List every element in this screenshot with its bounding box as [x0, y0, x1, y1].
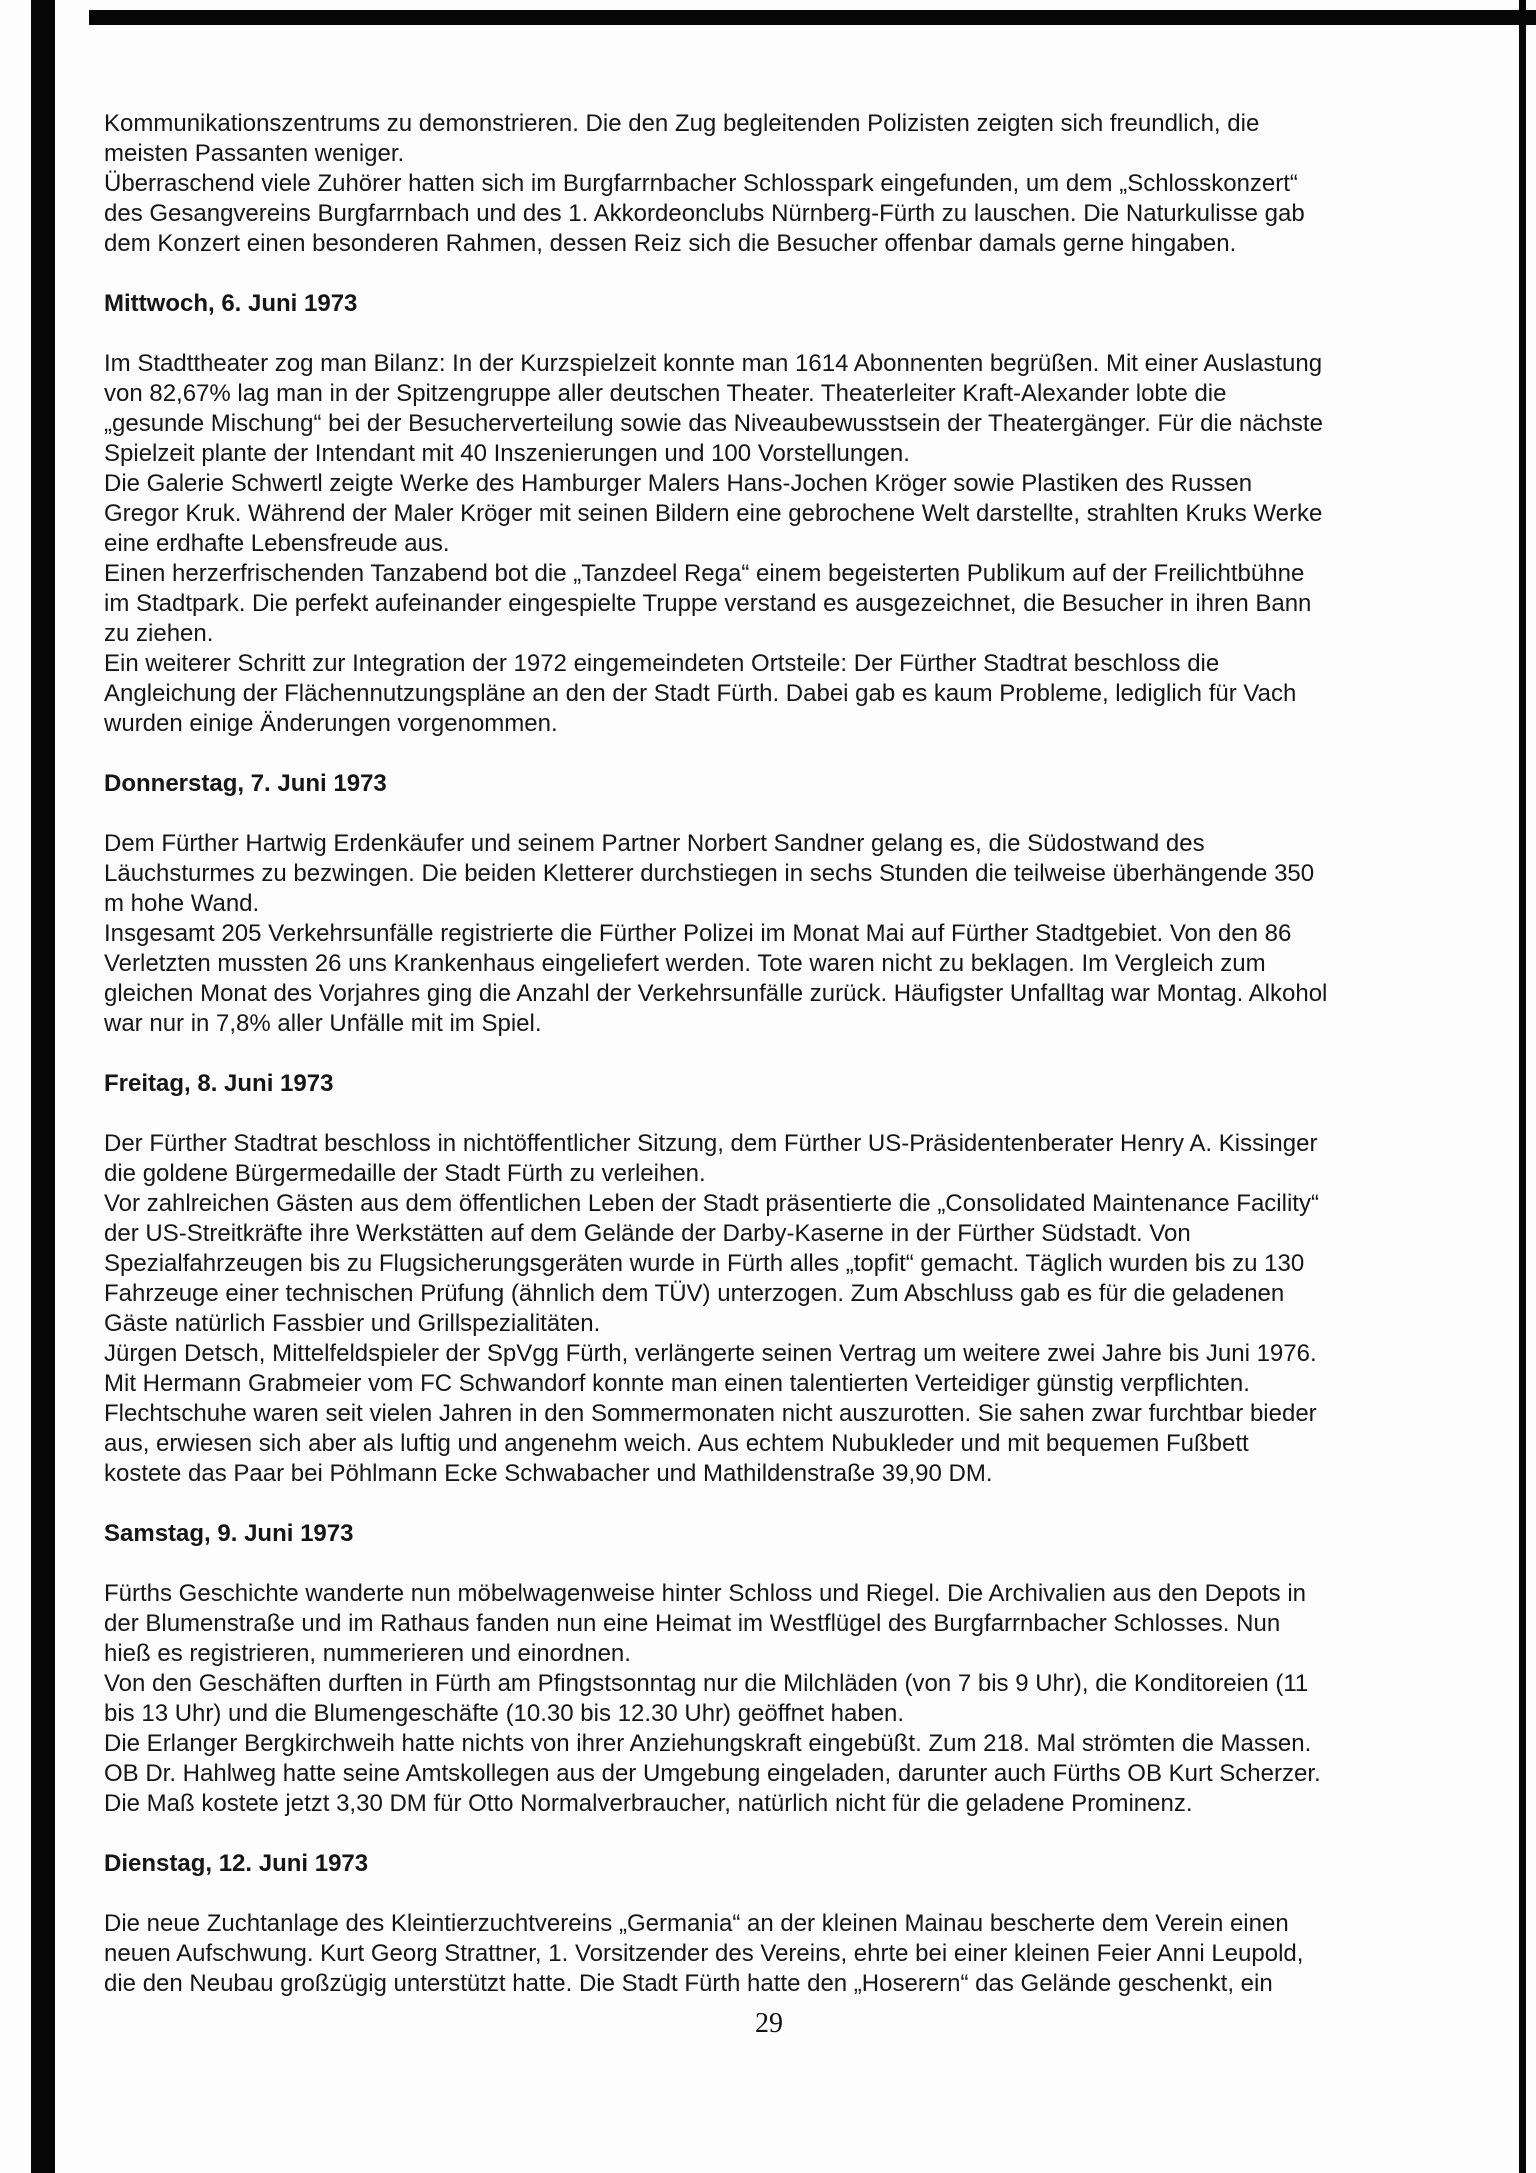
chronicle-section: [104, 109, 1484, 259]
text-line: die goldene Bürgermedaille der Stadt Fürth zu verleihen.: [104, 1160, 706, 1187]
text-line: eine erdhafte Lebensfreude aus.: [104, 530, 450, 557]
text-line: Einen herzerfrischenden Tanzabend bot die „Tanzdeel Rega“ einem begeisterten Publikum auf der Freilichtbühne: [104, 560, 1305, 587]
text-line: Fürths Geschichte wanderte nun möbelwagenweise hinter Schloss und Riegel. Die Archivalien aus den Depots in: [104, 1580, 1307, 1607]
text-line: neuen Aufschwung. Kurt Georg Strattner, 1. Vorsitzender des Vereins, ehrte bei einer kleinen Feier Anni Leupold,: [104, 1940, 1304, 1967]
text-line: Verletzten mussten 26 uns Krankenhaus eingeliefert werden. Tote waren nicht zu beklagen. Im Vergleich zum: [104, 950, 1266, 977]
date-heading: Samstag, 9. Juni 1973: [104, 1520, 354, 1547]
chronicle-section: [104, 1849, 1484, 1999]
text-line: m hohe Wand.: [104, 890, 260, 917]
page-content: [104, 109, 1484, 1999]
text-line: die den Neubau großzügig unterstützt hatte. Die Stadt Fürth hatte den „Hoserern“ das Gelände geschenkt, ein: [104, 1970, 1273, 1997]
text-line: „gesunde Mischung“ bei der Besucherverteilung sowie das Niveaubewusstsein der Theatergänger. Für die nächste: [104, 410, 1323, 437]
text-line: Gregor Kruk. Während der Maler Kröger mit seinen Bildern eine gebrochene Welt darstellte, strahlten Kruks Werke: [104, 500, 1323, 527]
text-line: OB Dr. Hahlweg hatte seine Amtskollegen aus der Umgebung eingeladen, darunter auch Fürths OB Kurt Scherzer.: [104, 1760, 1321, 1787]
text-line: Die neue Zuchtanlage des Kleintierzuchtvereins „Germania“ an der kleinen Mainau bescherte dem Verein einen: [104, 1910, 1289, 1937]
text-line: wurden einige Änderungen vorgenommen.: [104, 710, 558, 737]
text-line: Fahrzeuge einer technischen Prüfung (ähnlich dem TÜV) unterzogen. Zum Abschluss gab es für die geladenen: [104, 1280, 1285, 1307]
text-line: Ein weiterer Schritt zur Integration der 1972 eingemeindeten Ortsteile: Der Fürther Stadtrat beschloss die: [104, 650, 1220, 677]
date-heading: Dienstag, 12. Juni 1973: [104, 1850, 369, 1877]
text-line: Die Maß kostete jetzt 3,30 DM für Otto Normalverbraucher, natürlich nicht für die geladene Prominenz.: [104, 1790, 1193, 1817]
text-line: von 82,67% lag man in der Spitzengruppe aller deutschen Theater. Theaterleiter Kraft-Alexander lobte die: [104, 380, 1227, 407]
text-line: Die Galerie Schwertl zeigte Werke des Hamburger Malers Hans-Jochen Kröger sowie Plastiken des Russen: [104, 470, 1253, 497]
text-line: Jürgen Detsch, Mittelfeldspieler der SpVgg Fürth, verlängerte seinen Vertrag um weitere zwei Jahre bis Juni 1976.: [104, 1340, 1317, 1367]
page-number: 29: [755, 2008, 783, 2039]
text-line: Der Fürther Stadtrat beschloss in nichtöffentlicher Sitzung, dem Fürther US-Präsidentenberater Henry A. Kissinger: [104, 1130, 1318, 1157]
text-line: hieß es registrieren, nummerieren und einordnen.: [104, 1640, 631, 1667]
text-line: Überraschend viele Zuhörer hatten sich im Burgfarrnbacher Schlosspark eingefunden, um dem „Schlosskonzert“: [104, 170, 1298, 197]
scan-artifact-left-edge: [31, 0, 55, 2173]
text-line: Im Stadttheater zog man Bilanz: In der Kurzspielzeit konnte man 1614 Abonnenten begrüßen. Mit einer Auslastung: [104, 350, 1323, 377]
text-line: aus, erwiesen sich aber als luftig und angenehm weich. Aus echtem Nubukleder und mit bequemen Fußbett: [104, 1430, 1249, 1457]
chronicle-section: [104, 1519, 1484, 1819]
chronicle-section: [104, 1069, 1484, 1489]
text-line: bis 13 Uhr) und die Blumengeschäfte (10.30 bis 12.30 Uhr) geöffnet haben.: [104, 1700, 905, 1727]
text-line: Kommunikationszentrums zu demonstrieren. Die den Zug begleitenden Polizisten zeigten sich freundlich, die: [104, 110, 1260, 137]
text-line: Gäste natürlich Fassbier und Grillspezialitäten.: [104, 1310, 601, 1337]
text-line: kostete das Paar bei Pöhlmann Ecke Schwabacher und Mathildenstraße 39,90 DM.: [104, 1460, 993, 1487]
text-line: Spezialfahrzeugen bis zu Flugsicherungsgeräten wurde in Fürth alles „topfit“ gemacht. Täglich wurden bis zu 130: [104, 1250, 1305, 1277]
text-line: der Blumenstraße und im Rathaus fanden nun eine Heimat im Westflügel des Burgfarrnbacher Schlosses. Nun: [104, 1610, 1281, 1637]
text-line: Insgesamt 205 Verkehrsunfälle registrierte die Fürther Polizei im Monat Mai auf Fürther Stadtgebiet. Von den 86: [104, 920, 1292, 947]
text-line: im Stadtpark. Die perfekt aufeinander eingespielte Truppe verstand es ausgezeichnet, die Besucher in ihren Bann: [104, 590, 1312, 617]
scan-artifact-right-edge: [1519, 0, 1526, 2173]
text-line: meisten Passanten weniger.: [104, 140, 405, 167]
text-line: des Gesangvereins Burgfarrnbach und des 1. Akkordeonclubs Nürnberg-Fürth zu lauschen. Die Naturkulisse gab: [104, 200, 1305, 227]
text-line: Die Erlanger Bergkirchweih hatte nichts von ihrer Anziehungskraft eingebüßt. Zum 218. Mal strömten die Massen.: [104, 1730, 1312, 1757]
date-heading: Mittwoch, 6. Juni 1973: [104, 290, 358, 317]
text-line: war nur in 7,8% aller Unfälle mit im Spiel.: [104, 1010, 542, 1037]
text-line: Spielzeit plante der Intendant mit 40 Inszenierungen und 100 Vorstellungen.: [104, 440, 910, 467]
date-heading: Donnerstag, 7. Juni 1973: [104, 770, 387, 797]
text-line: dem Konzert einen besonderen Rahmen, dessen Reiz sich die Besucher offenbar damals gerne hingaben.: [104, 230, 1237, 257]
text-line: Angleichung der Flächennutzungspläne an den der Stadt Fürth. Dabei gab es kaum Probleme, lediglich für Vach: [104, 680, 1297, 707]
scan-artifact-top-edge: [89, 10, 1536, 25]
text-line: Dem Fürther Hartwig Erdenkäufer und seinem Partner Norbert Sandner gelang es, die Südostwand des: [104, 830, 1205, 857]
text-line: der US-Streitkräfte ihre Werkstätten auf dem Gelände der Darby-Kaserne in der Fürther Südstadt. Von: [104, 1220, 1191, 1247]
text-line: Läuchsturmes zu bezwingen. Die beiden Kletterer durchstiegen in sechs Stunden die teilweise überhängende 350: [104, 860, 1315, 887]
text-line: Mit Hermann Grabmeier vom FC Schwandorf konnte man einen talentierten Verteidiger günstig verpflichten.: [104, 1370, 1250, 1397]
date-heading: Freitag, 8. Juni 1973: [104, 1070, 334, 1097]
text-line: zu ziehen.: [104, 620, 214, 647]
text-line: Von den Geschäften durften in Fürth am Pfingstsonntag nur die Milchläden (von 7 bis 9 Uhr), die Konditoreien (11: [104, 1670, 1309, 1697]
chronicle-section: [104, 289, 1484, 739]
chronicle-section: [104, 769, 1484, 1039]
text-line: Vor zahlreichen Gästen aus dem öffentlichen Leben der Stadt präsentierte die „Consolidated Maintenance Facility“: [104, 1190, 1319, 1217]
text-line: Flechtschuhe waren seit vielen Jahren in den Sommermonaten nicht auszurotten. Sie sahen zwar furchtbar bieder: [104, 1400, 1317, 1427]
text-line: gleichen Monat des Vorjahres ging die Anzahl der Verkehrsunfälle zurück. Häufigster Unfalltag war Montag. Alkohol: [104, 980, 1328, 1007]
